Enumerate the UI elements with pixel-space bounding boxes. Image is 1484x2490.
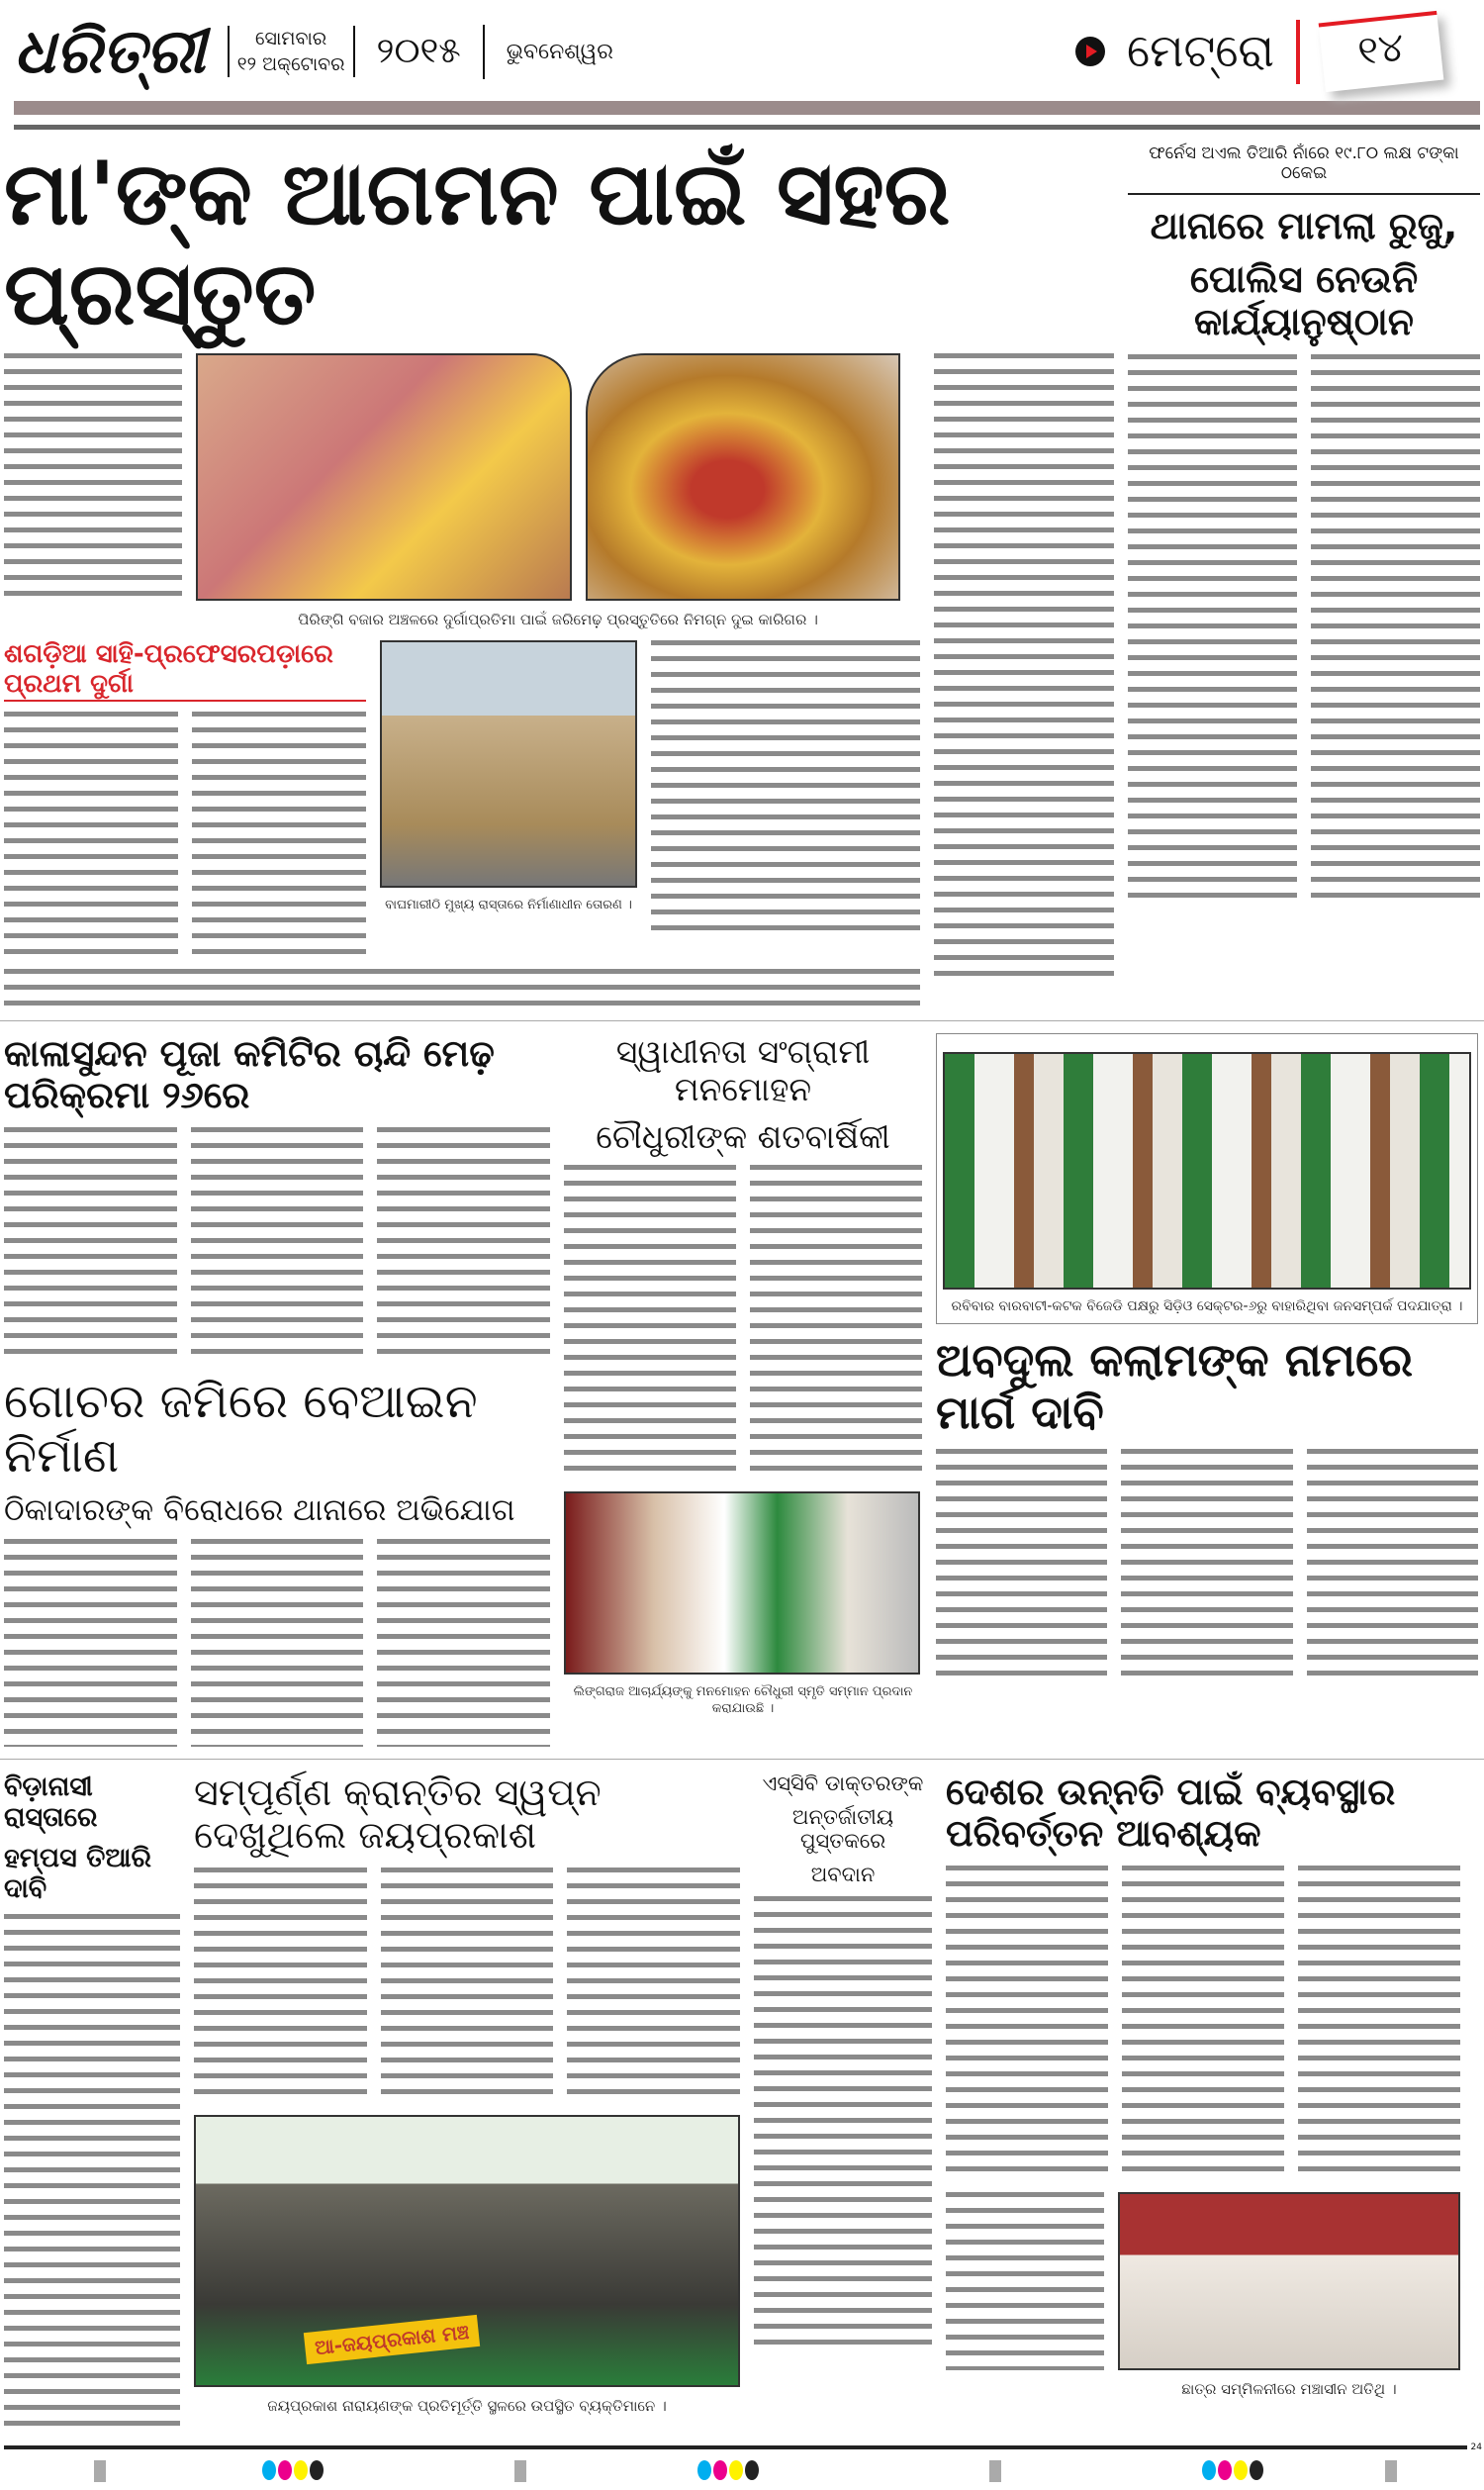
section-divider-2 bbox=[0, 1759, 1484, 1760]
scb-headline2: ଅନ୍ତର୍ଜାତୀୟ ପୁସ୍ତକରେ bbox=[791, 1804, 894, 1854]
logo: ଧରିତ୍ରୀ bbox=[14, 15, 206, 87]
centenary-body bbox=[564, 1165, 922, 1482]
photo-padayatra bbox=[943, 1052, 1471, 1290]
lead-subhead: ଶଗଡ଼ିଆ ସାହି-ପ୍ରଫେସରପଡ଼ାରେ ପ୍ରଥମ ଦୁର୍ଗା bbox=[4, 640, 366, 702]
day: ସୋମବାର bbox=[255, 28, 327, 49]
kalasundan-body bbox=[4, 1127, 550, 1365]
gochar-headline2: ଠିକାଦାରଙ୍କ ବିରୋଧରେ ଥାନାରେ ଅଭିଯୋଗ bbox=[4, 1492, 515, 1529]
section-name: ମେଟ୍ରୋ bbox=[1127, 24, 1274, 77]
reform-caption: ଛାତ୍ର ସମ୍ମିଳନୀରେ ମଞ୍ଚାସୀନ ଅତିଥି । bbox=[1181, 2379, 1397, 2398]
jp-body bbox=[194, 1868, 740, 2105]
centenary-headline1: ସ୍ୱାଧୀନତା ସଂଗ୍ରାମୀ ମନମୋହନ bbox=[615, 1031, 871, 1108]
bidanasi-headline1: ବିଡ଼ାନାସୀ ରାସ୍ତାରେ bbox=[4, 1771, 98, 1833]
gochar-body bbox=[4, 1539, 550, 1747]
scb-body bbox=[754, 1896, 932, 2351]
lead-headline: ମା'ଙ୍କ ଆଗମନ ପାଇଁ ସହର ପ୍ରସ୍ତୁତ bbox=[4, 143, 951, 345]
section-divider-1 bbox=[0, 1020, 1484, 1021]
reform-body bbox=[946, 1866, 1460, 2182]
lead-body-col-mid bbox=[934, 353, 1114, 987]
gochar-headline1: ଗୋଚର ଜମିରେ ବେଆଇନ ନିର୍ମାଣ bbox=[4, 1373, 478, 1484]
fraud-headline1: ଥାନାରେ ମାମଲା ରୁଜୁ, bbox=[1150, 204, 1458, 247]
bidanasi-body bbox=[4, 1914, 180, 2429]
date-block bbox=[228, 26, 355, 77]
lead-body-col5 bbox=[651, 640, 920, 937]
kalam-body bbox=[936, 1449, 1478, 1676]
photo-artisan bbox=[196, 353, 572, 601]
fraud-kicker: ଫର୍ନେସ ଅଏଲ ତିଆରି ନାଁରେ ୧୯.୮୦ ଲକ୍ଷ ଟଙ୍କା ଠକେଇ bbox=[1149, 144, 1459, 183]
jp-banner: ଆ-ଜୟପ୍ରକାଶ ମଞ୍ଚ bbox=[304, 2315, 481, 2364]
kalam-headline: ଅବଦୁଲ କଲାମଙ୍କ ନାମରେ ମାର୍ଗ ଦାବି bbox=[936, 1332, 1414, 1439]
page-number: ୧୪ bbox=[1355, 24, 1407, 75]
photo-student-meet bbox=[1118, 2192, 1460, 2370]
city: ଭୁବନେଶ୍ୱର bbox=[506, 39, 613, 64]
centenary-caption: ଲିଙ୍ଗରାଜ ଆଚାର୍ଯ୍ୟଙ୍କୁ ମନମୋହନ ଚୌଧୁରୀ ସ୍ମୃତି ସମ୍ମାନ ପ୍ରଦାନ କରାଯାଉଛି । bbox=[573, 1684, 913, 1717]
reform-headline: ଦେଶର ଉନ୍ନତି ପାଇଁ ବ୍ୟବସ୍ଥାର ପରିବର୍ତ୍ତନ ଆବଶ୍ୟକ bbox=[946, 1770, 1396, 1856]
year: ୨୦୧୫ bbox=[376, 31, 461, 71]
jp-headline: ସମ୍ପୂର୍ଣ୍ଣ କ୍ରାନ୍ତିର ସ୍ୱପ୍ନ ଦେଖୁଥିଲେ ଜୟପ୍ରକାଶ bbox=[194, 1770, 602, 1858]
lead-caption2: ବାଘମାରୀଠି ମୁଖ୍ୟ ରାସ୍ତାରେ ନିର୍ମାଣାଧୀନ ତୋରଣ । bbox=[385, 897, 632, 912]
kalasundan-headline: କାଳାସୁନ୍ଦନ ପୂଜା କମିଟିର ଚାନ୍ଦି ମେଢ଼ ପରିକ୍ରମା ୨୬ରେ bbox=[4, 1031, 495, 1117]
lead-body-col1 bbox=[4, 353, 182, 601]
jp-caption: ଜୟପ୍ରକାଶ ନାରାୟଣଙ୍କ ପ୍ରତିମୂର୍ତ୍ତି ସ୍ଥଳରେ ଉପସ୍ଥିତ ବ୍ୟକ୍ତିମାନେ । bbox=[267, 2397, 667, 2416]
sheet-number: 24 bbox=[1470, 2442, 1482, 2452]
bidanasi-headline2: ହମ୍ପସ ତିଆରି ଦାବି bbox=[4, 1842, 151, 1904]
fraud-headline2: ପୋଲିସ ନେଉନି କାର୍ଯ୍ୟାନୁଷ୍ଠାନ bbox=[1189, 256, 1419, 344]
masthead-bar bbox=[14, 101, 1480, 115]
lead-caption1: ପିରିଙ୍ଗି ବଜାର ଅଞ୍ଚଳରେ ଦୁର୍ଗାପ୍ରତିମା ପାଇଁ ଜରିମେଢ଼ ପ୍ରସ୍ତୁତିରେ ନିମଗ୍ନ ଦୁଇ କାରିଗର । bbox=[298, 611, 818, 629]
scb-headline3: ଅବଦାନ bbox=[810, 1863, 876, 1887]
photo-gate bbox=[380, 640, 637, 888]
padayatra-box bbox=[936, 1033, 1478, 1324]
fraud-rule bbox=[1128, 193, 1480, 195]
centenary-headline2: ଚୌଧୁରୀଙ୍କ ଶତବାର୍ଷିକୀ bbox=[596, 1116, 890, 1156]
photo-award bbox=[564, 1491, 920, 1675]
reform-body-lower bbox=[946, 2192, 1104, 2370]
photo-jp bbox=[194, 2115, 740, 2387]
footer-rule bbox=[4, 2445, 1467, 2449]
fraud-body bbox=[1128, 354, 1480, 909]
play-icon bbox=[1075, 37, 1105, 66]
page-number-tab bbox=[1319, 11, 1444, 92]
lead-body-col4 bbox=[4, 969, 920, 1008]
padayatra-caption: ରବିବାର ବାରବାଟୀ-କଟକ ବିଜେଡି ପକ୍ଷରୁ ସିଡ଼ିଓ ସେକ୍ଟର-୬ରୁ ବାହାରିଥିବା ଜନସମ୍ପର୍କ ପଦଯାତ୍ରା । bbox=[951, 1297, 1463, 1314]
date: ୧୨ ଅକ୍ଟୋବର bbox=[236, 53, 345, 75]
registration-marks bbox=[0, 2460, 1484, 2490]
lead-body-col3 bbox=[192, 712, 366, 959]
scb-headline1: ଏସ୍‌ସିବି ଡାକ୍ତରଙ୍କ bbox=[762, 1771, 924, 1795]
red-divider bbox=[1296, 20, 1300, 84]
photo-crown bbox=[586, 353, 900, 601]
divider bbox=[483, 25, 485, 79]
lead-body-col2 bbox=[4, 712, 178, 959]
masthead bbox=[0, 0, 1484, 130]
